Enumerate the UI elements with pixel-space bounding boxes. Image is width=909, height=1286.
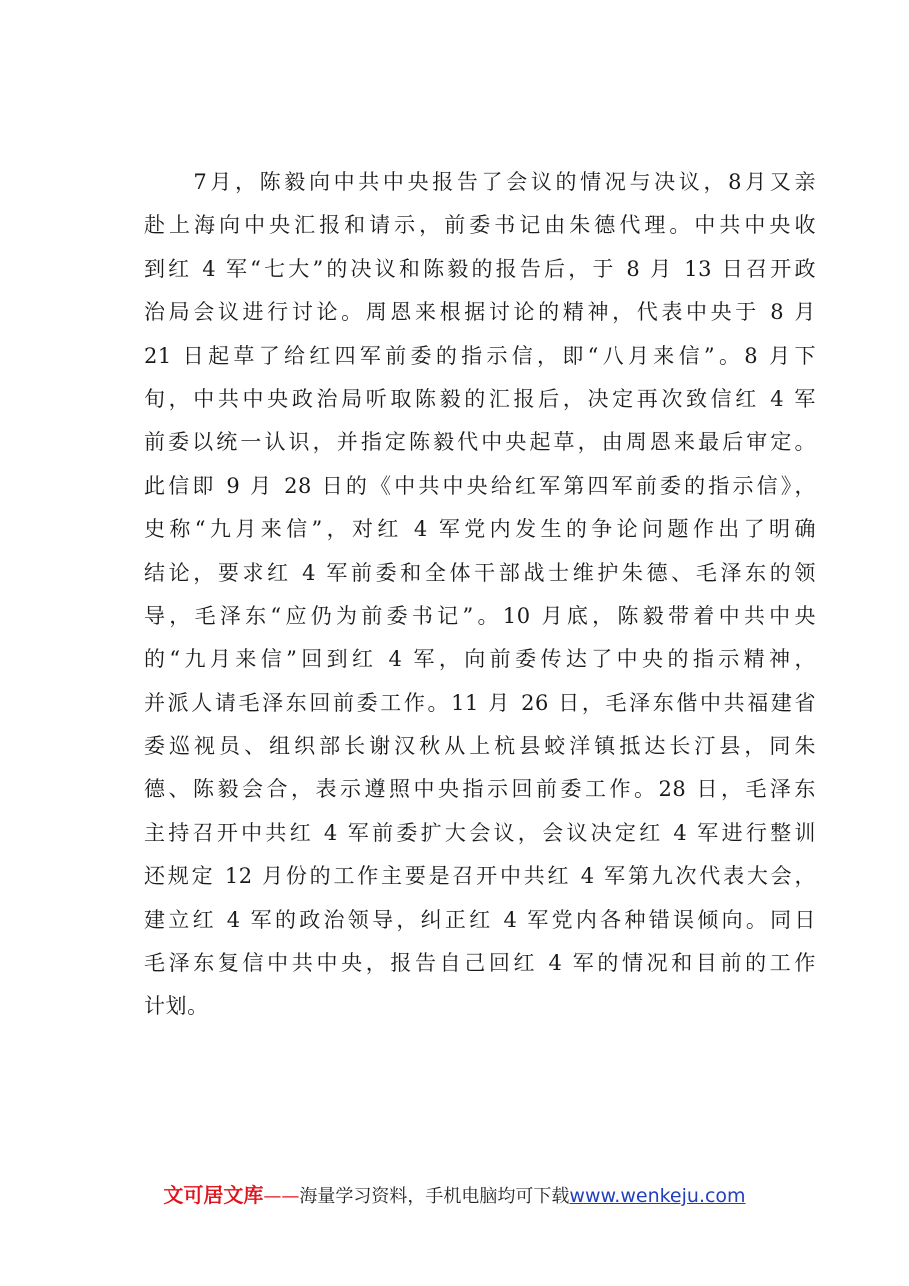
text-line: 委巡视员、组织部长谢汉秋从上杭县蛟洋镇抵达长汀县，同朱 xyxy=(144,734,816,759)
text-line: 赴上海向中央汇报和请示，前委书记由朱德代理。中共中央收 xyxy=(144,213,816,238)
text-line: 前委以统一认识，并指定陈毅代中央起草，由周恩来最后审定。 xyxy=(144,430,816,455)
text-line: 计划。 xyxy=(144,994,209,1019)
text-line: 结论，要求红 4 军前委和全体干部战士维护朱德、毛泽东的领 xyxy=(144,560,816,585)
text-line: 21 日起草了给红四军前委的指示信，即“八月来信”。8 月下 xyxy=(144,343,816,368)
text-line: 并派人请毛泽东回前委工作。11 月 26 日，毛泽东偕中共福建省 xyxy=(144,690,816,715)
text-line: 主持召开中共红 4 军前委扩大会议，会议决定红 4 军进行整训 xyxy=(144,820,816,845)
page-footer xyxy=(0,1180,909,1212)
footer-tagline: 海量学习资料，手机电脑均可下载 xyxy=(299,1186,570,1207)
footer-site-link[interactable]: www.wenkeju.com xyxy=(569,1185,746,1207)
text-line: 建立红 4 军的政治领导，纠正红 4 军党内各种错误倾向。同日 xyxy=(144,907,816,932)
text-line: 此信即 9 月 28 日的《中共中央给红军第四军前委的指示信》， xyxy=(144,473,816,498)
footer-dash: —— xyxy=(263,1186,300,1207)
text-line: 7月，陈毅向中共中央报告了会议的情况与决议，8月又亲 xyxy=(144,170,816,194)
text-line: 导，毛泽东“应仍为前委书记”。10 月底，陈毅带着中共中央 xyxy=(144,603,816,628)
body-paragraph xyxy=(144,161,816,1029)
text-line: 德、陈毅会合，表示遵照中央指示回前委工作。28 日，毛泽东 xyxy=(144,777,816,802)
text-line: 还规定 12 月份的工作主要是召开中共红 4 军第九次代表大会， xyxy=(144,864,816,889)
text-line: 的“九月来信”回到红 4 军，向前委传达了中央的指示精神， xyxy=(144,647,816,672)
footer-brand: 文可居文库 xyxy=(163,1183,264,1207)
text-line: 旬，中共中央政治局听取陈毅的汇报后，决定再次致信红 4 军 xyxy=(144,386,816,411)
text-line: 史称“九月来信”，对红 4 军党内发生的争论问题作出了明确 xyxy=(144,517,816,542)
text-line: 治局会议进行讨论。周恩来根据讨论的精神，代表中央于 8 月 xyxy=(144,300,816,325)
text-line: 到红 4 军“七大”的决议和陈毅的报告后，于 8 月 13 日召开政 xyxy=(144,256,816,281)
text-line: 毛泽东复信中共中央，报告自己回红 4 军的情况和目前的工作 xyxy=(144,951,816,976)
